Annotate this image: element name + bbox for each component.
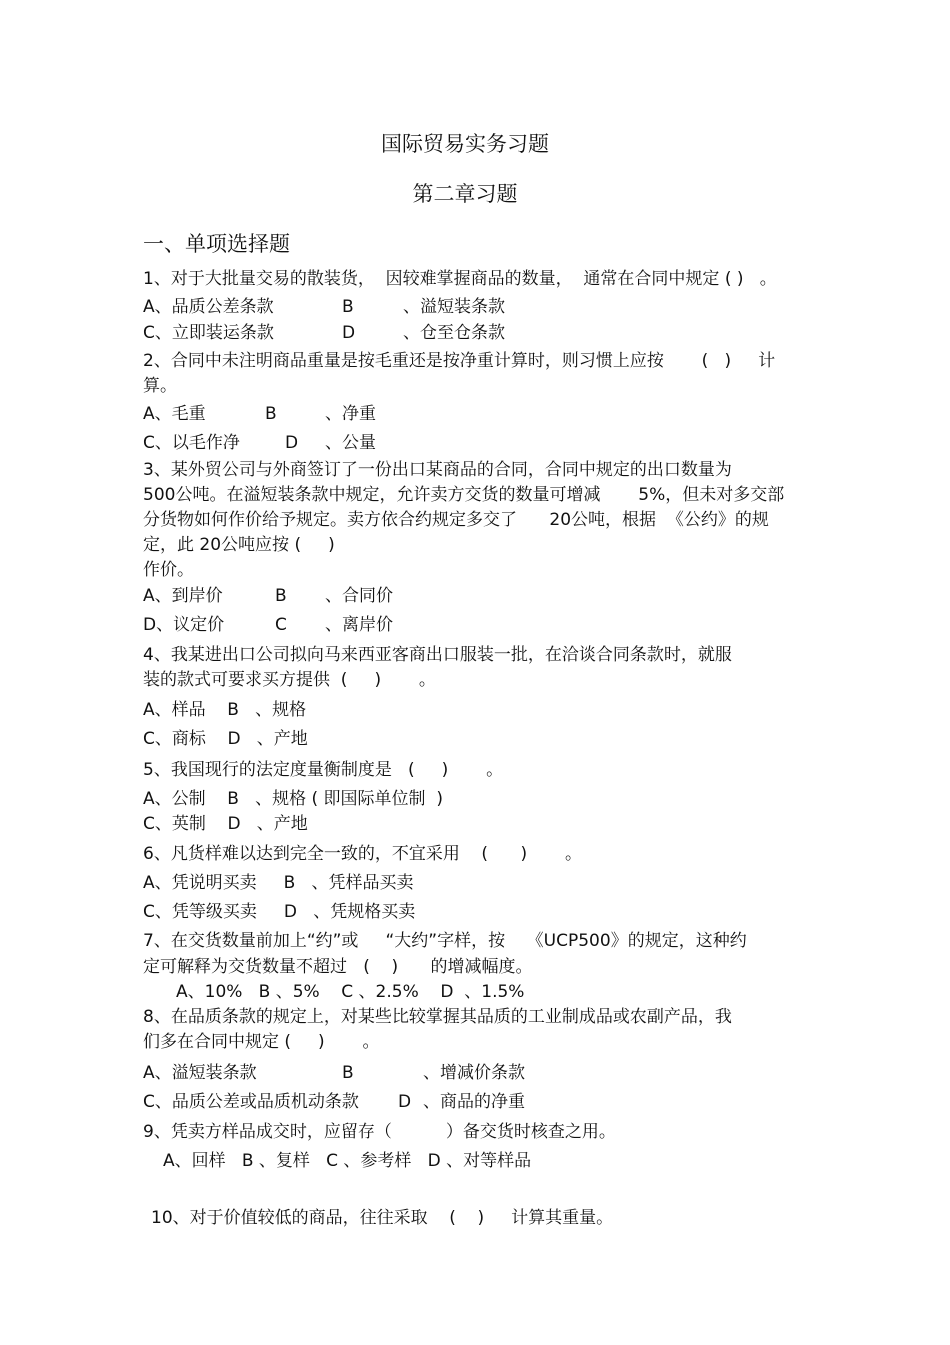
question-3-option-b: 、合同价 xyxy=(325,586,393,606)
question-4-options-cd: C、商标 D 、产地 xyxy=(143,729,308,749)
question-1-option-b: 、溢短装条款 xyxy=(403,297,505,317)
question-3-stem-line5: 作价。 xyxy=(143,560,194,580)
question-6-options-ab: A、凭说明买卖 B 、凭样品买卖 xyxy=(143,873,414,893)
question-2-stem-line1: 2、合同中未注明商品重量是按毛重还是按净重计算时，则习惯上应按 ( ) 计 xyxy=(143,351,776,371)
question-3-option-b-letter: B xyxy=(275,586,287,606)
question-3-stem-line4: 定，此 20公吨应按 ( ) xyxy=(143,535,335,555)
question-3-option-d: D、议定价 xyxy=(143,615,225,635)
question-7-options: A、10% B 、5% C 、2.5% D 、1.5% xyxy=(176,982,525,1002)
question-7-stem-line2: 定可解释为交货数量不超过 ( ) 的增减幅度。 xyxy=(143,957,533,977)
question-4-stem-line2: 装的款式可要求买方提供 ( ) 。 xyxy=(143,670,436,690)
question-8-stem-line1: 8、在品质条款的规定上，对某些比较掌握其品质的工业制成品或农副产品，我 xyxy=(143,1007,732,1027)
question-2-option-b-letter: B xyxy=(265,404,277,424)
question-3-stem-line3: 分货物如何作价给予规定。卖方依合约规定多交了 20公吨，根据 《公约》的规 xyxy=(143,510,769,530)
question-8-option-b-letter: B xyxy=(342,1063,354,1083)
question-7-stem-line1: 7、在交货数量前加上“约”或 “大约”字样，按 《UCP500》的规定，这种约 xyxy=(143,931,747,951)
question-8-option-b: 、增减价条款 xyxy=(423,1063,525,1083)
question-3-stem-line2: 500公吨。在溢短装条款中规定，允许卖方交货的数量可增减 5%，但未对多交部 xyxy=(143,485,785,505)
question-3-option-c-letter: C xyxy=(275,615,287,635)
question-3-option-c: 、离岸价 xyxy=(325,615,393,635)
question-2-option-b: 、净重 xyxy=(325,404,376,424)
question-2-option-d: 、公量 xyxy=(325,433,376,453)
question-1-option-d-letter: D xyxy=(342,323,356,343)
question-10-stem: 10、对于价值较低的商品，往往采取 ( ) 计算其重量。 xyxy=(151,1208,614,1228)
question-5-options-cd: C、英制 D 、产地 xyxy=(143,814,308,834)
question-2-stem-line2: 算。 xyxy=(143,376,177,396)
question-4-stem-line1: 4、我某进出口公司拟向马来西亚客商出口服装一批，在洽谈合同条款时，就服 xyxy=(143,645,732,665)
question-4-options-ab: A、样品 B 、规格 xyxy=(143,700,307,720)
question-2-option-d-letter: D xyxy=(285,433,299,453)
question-6-stem: 6、凡货样难以达到完全一致的，不宜采用 ( ) 。 xyxy=(143,844,582,864)
document-title: 国际贸易实务习题 xyxy=(381,132,549,156)
chapter-title: 第二章习题 xyxy=(412,182,518,206)
question-9-stem: 9、凭卖方样品成交时，应留存（ ）备交货时核查之用。 xyxy=(143,1122,616,1142)
question-1-option-b-letter: B xyxy=(342,297,354,317)
question-9-options: A、回样 B 、复样 C 、参考样 D 、对等样品 xyxy=(163,1151,532,1171)
question-1-option-a: A、品质公差条款 xyxy=(143,297,274,317)
question-1-option-c: C、立即装运条款 xyxy=(143,323,274,343)
question-8-option-c: C、品质公差或品质机动条款 xyxy=(143,1092,359,1112)
question-8-option-a: A、溢短装条款 xyxy=(143,1063,257,1083)
question-5-options-ab: A、公制 B 、规格 ( 即国际单位制 ) xyxy=(143,789,443,809)
question-3-stem-line1: 3、某外贸公司与外商签订了一份出口某商品的合同，合同中规定的出口数量为 xyxy=(143,460,732,480)
question-6-options-cd: C、凭等级买卖 D 、凭规格买卖 xyxy=(143,902,416,922)
question-5-stem: 5、我国现行的法定度量衡制度是 ( ) 。 xyxy=(143,760,504,780)
question-3-option-a: A、到岸价 xyxy=(143,586,223,606)
question-8-stem-line2: 们多在合同中规定 ( ) 。 xyxy=(143,1032,380,1052)
question-8-option-d: 、商品的净重 xyxy=(423,1092,525,1112)
question-1-option-d: 、仓至仓条款 xyxy=(403,323,505,343)
question-1-stem: 1、对于大批量交易的散装货， 因较难掌握商品的数量， 通常在合同中规定 ( ) 。 xyxy=(143,269,777,289)
question-2-option-c: C、以毛作净 xyxy=(143,433,240,453)
question-8-option-d-letter: D xyxy=(398,1092,412,1112)
question-2-option-a: A、毛重 xyxy=(143,404,206,424)
section-heading: 一、单项选择题 xyxy=(143,232,290,256)
